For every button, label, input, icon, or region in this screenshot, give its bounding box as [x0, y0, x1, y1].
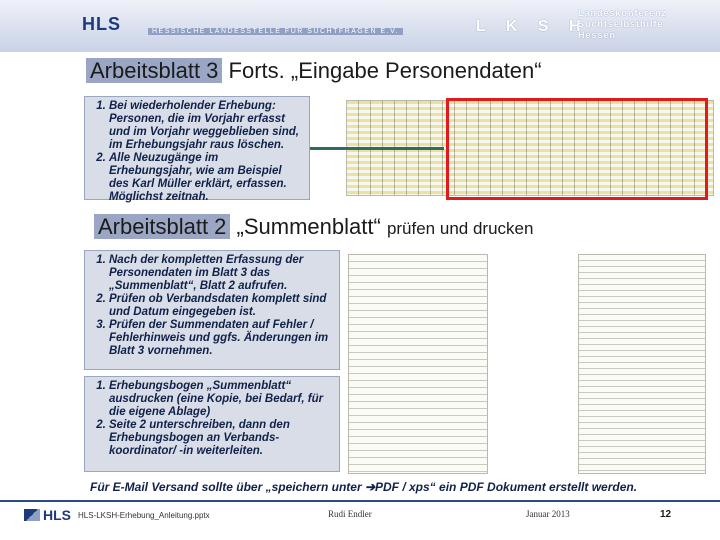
section2-highlight: Arbeitsblatt 2 [94, 214, 230, 239]
list-item: 2. Prüfen ob Verbandsdaten komplett sind und Datum eingegeben ist. [109, 293, 333, 319]
section1-title [86, 58, 542, 84]
footer-divider [0, 500, 720, 502]
section2-title-main: „Summenblatt“ [236, 214, 381, 239]
hls-mark-icon [24, 509, 40, 521]
hls-logo-subtitle: HESSISCHE LANDESSTELLE FÜR SUCHTFRAGEN E.V. [148, 28, 403, 35]
list-item: 1. Erhebungsbogen „Summenblatt“ ausdrucken (eine Kopie, bei Bedarf, für die eigene Ablage) [109, 380, 333, 419]
footer-date: Januar 2013 [526, 509, 570, 519]
header-banner [0, 0, 720, 52]
page-number: 12 [660, 509, 672, 520]
section1-title-rest: Forts. „Eingabe Personendaten“ [228, 58, 542, 83]
list-item: 2. Seite 2 unterschreiben, dann den Erhebungsbogen an Verbands-koordinator/ -in weiterleiten. [109, 419, 333, 458]
list-item: 1. Nach der kompletten Erfassung der Personendaten im Blatt 3 das „Summenblatt“, Blatt 2 aufrufen. [109, 254, 333, 293]
lksh-logo-subtitle: Landeskonferenz Suchtselbsthilfe Hessen [578, 8, 668, 40]
section2-check-instructions [84, 250, 340, 370]
connector-arrow [310, 147, 444, 150]
section1-highlight: Arbeitsblatt 3 [86, 58, 222, 83]
section2-title-small: prüfen und drucken [386, 219, 534, 238]
list-item: 1. Bei wiederholender Erhebung: Personen, die im Vorjahr erfasst und im Vorjahr weggeblieben sind, im Erhebungsjahr raus löschen. [109, 100, 303, 152]
list-item: 3. Prüfen der Summendaten auf Fehler / Fehlerhinweis und ggfs. Änderungen im Blatt 3 vornehmen. [109, 319, 333, 358]
section1-instructions [84, 96, 310, 203]
footer-hls-logo: HLS [24, 507, 71, 523]
email-note: Für E-Mail Versand sollte über „speichern unter ➔PDF / xps“ ein PDF Dokument erstellt werden. [90, 480, 638, 494]
footer-author: Rudi Endler [328, 509, 372, 519]
footer-filename: HLS-LKSH-Erhebung_Anleitung.pptx [78, 511, 210, 520]
list-item: 2. Alle Neuzugänge im Erhebungsjahr, wie am Beispiel des Karl Müller erklärt, erfassen. Möglichst zeitnah. [109, 152, 303, 204]
section2-title [94, 214, 533, 240]
lksh-logo: L K S H [476, 18, 589, 35]
section2-print-instructions [84, 376, 340, 472]
summenblatt-page2-screenshot [578, 254, 706, 474]
hls-logo: HLS [82, 14, 121, 34]
red-highlight-frame [446, 98, 708, 200]
summenblatt-page1-screenshot [348, 254, 488, 474]
